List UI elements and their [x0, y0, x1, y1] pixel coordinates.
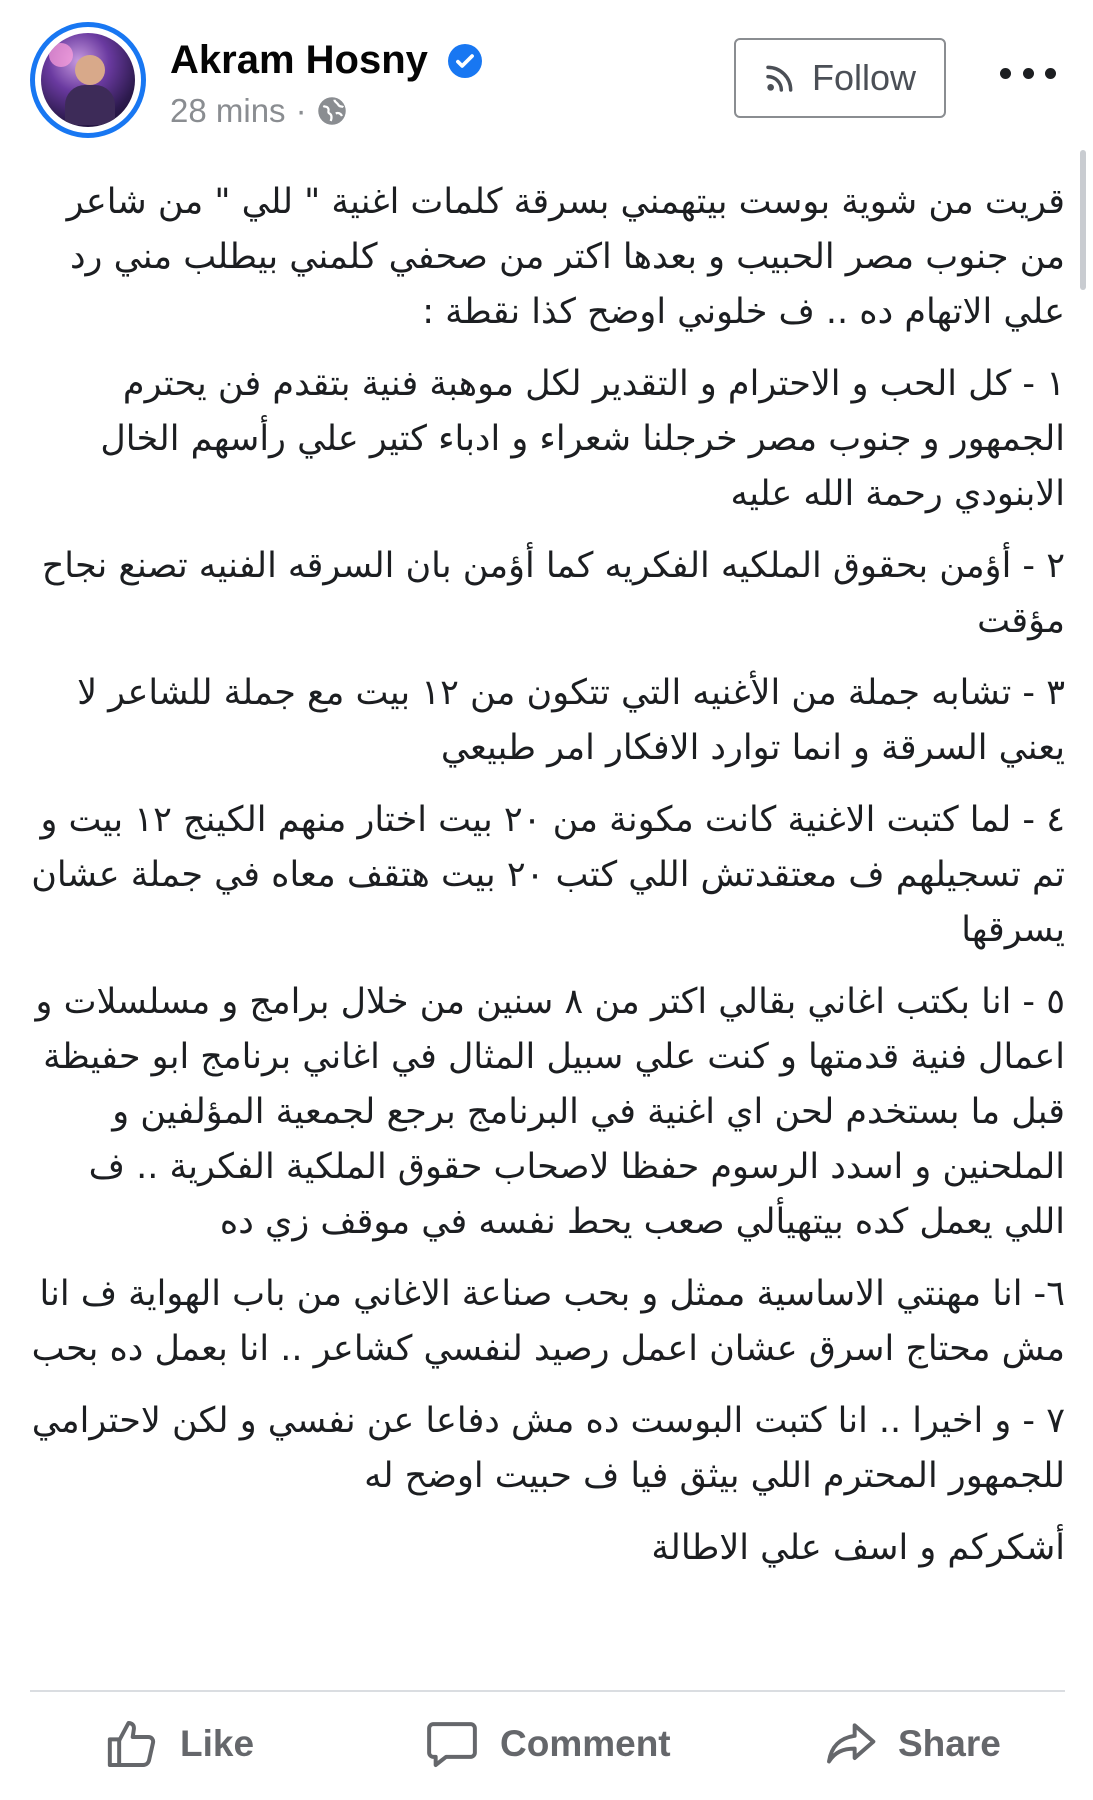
post-paragraph: ٤ - لما كتبت الاغنية كانت مكونة من ٢٠ بيت اختار منهم الكينج ١٢ بيت و تم تسجيلهم ف معتقدتش اللي كتب ٢٠ بيت هتقف معاه في جملة عشان يسرقها [31, 800, 1065, 950]
divider [30, 1690, 1065, 1692]
post-paragraph: ٧ - و اخيرا .. انا كتبت البوست ده مش دفاعا عن نفسي و لكن لاحترامي للجمهور المحترم اللي بيثق فيا ف حبيت اوضح له [31, 1401, 1065, 1496]
comment-icon [424, 1716, 480, 1772]
like-icon [104, 1716, 160, 1772]
like-button[interactable] [104, 1708, 254, 1780]
comment-label: Comment [500, 1723, 671, 1764]
post-paragraph: قريت من شوية بوست بيتهمني بسرقة كلمات اغنية " للي " من شاعر من جنوب مصر الحبيب و بعدها اكتر من صحفي كلمني بيطلب مني رد علي الاتهام ده .. ف خلوني اوضح كذا نقطة : [66, 182, 1065, 332]
post-paragraph: أشكركم و اسف علي الاطالة [651, 1528, 1065, 1568]
author-name[interactable]: Akram Hosny [170, 38, 428, 82]
post-paragraph: ٢ - أؤمن بحقوق الملكيه الفكريه كما أؤمن بان السرقه الفنيه تصنع نجاح مؤقت [41, 546, 1065, 641]
avatar[interactable] [30, 22, 146, 138]
post-meta [170, 92, 347, 130]
share-label: Share [898, 1723, 1001, 1764]
post-body [20, 175, 1065, 1593]
scrollbar[interactable] [1080, 150, 1086, 290]
post-paragraph: ٥ - انا بكتب اغاني بقالي اكتر من ٨ سنين من خلال برامج و مسلسلات و اعمال فنية قدمتها و كنت علي سبيل المثال في اغاني برنامج ابو حفيظة قبل ما بستخدم لحن اي اغنية في البرنامج برجع لجمعية المؤلفين و الملحنين و اسدد الرسوم حفظا لاصحاب حقوق الملكية الفكرية .. ف اللي يعمل كده بيتهيألي صعب يحط نفسه في موقف زي ده [35, 982, 1065, 1242]
post-time[interactable]: 28 mins [170, 92, 286, 129]
post-paragraph: ٦- انا مهنتي الاساسية ممثل و بحب صناعة الاغاني من باب الهواية ف انا مش محتاج اسرق عشان اعمل رصيد لنفسي كشاعر .. انا بعمل ده بحب [31, 1274, 1065, 1369]
action-bar [0, 1700, 1093, 1790]
avatar-image [41, 33, 135, 127]
post-header [0, 0, 1093, 150]
globe-icon [317, 96, 347, 126]
comment-button[interactable] [424, 1708, 671, 1780]
rss-icon [764, 62, 796, 94]
meta-separator: · [295, 92, 307, 129]
share-button[interactable] [822, 1708, 1001, 1780]
post-paragraph: ٣ - تشابه جملة من الأغنيه التي تتكون من ١٢ بيت مع جملة للشاعر لا يعني السرقة و انما توارد الافكار امر طبيعي [77, 673, 1065, 768]
like-label: Like [180, 1723, 255, 1764]
follow-label: Follow [811, 57, 917, 98]
follow-button[interactable] [734, 38, 946, 118]
more-options-icon[interactable] [1000, 58, 1056, 88]
share-icon [822, 1716, 878, 1772]
verified-badge-icon [448, 44, 482, 78]
post-paragraph: ١ - كل الحب و الاحترام و التقدير لكل موهبة فنية بتقدم فن يحترم الجمهور و جنوب مصر خرجلنا شعراء و ادباء كتير علي رأسهم الخال الابنودي رحمة الله عليه [100, 364, 1065, 514]
